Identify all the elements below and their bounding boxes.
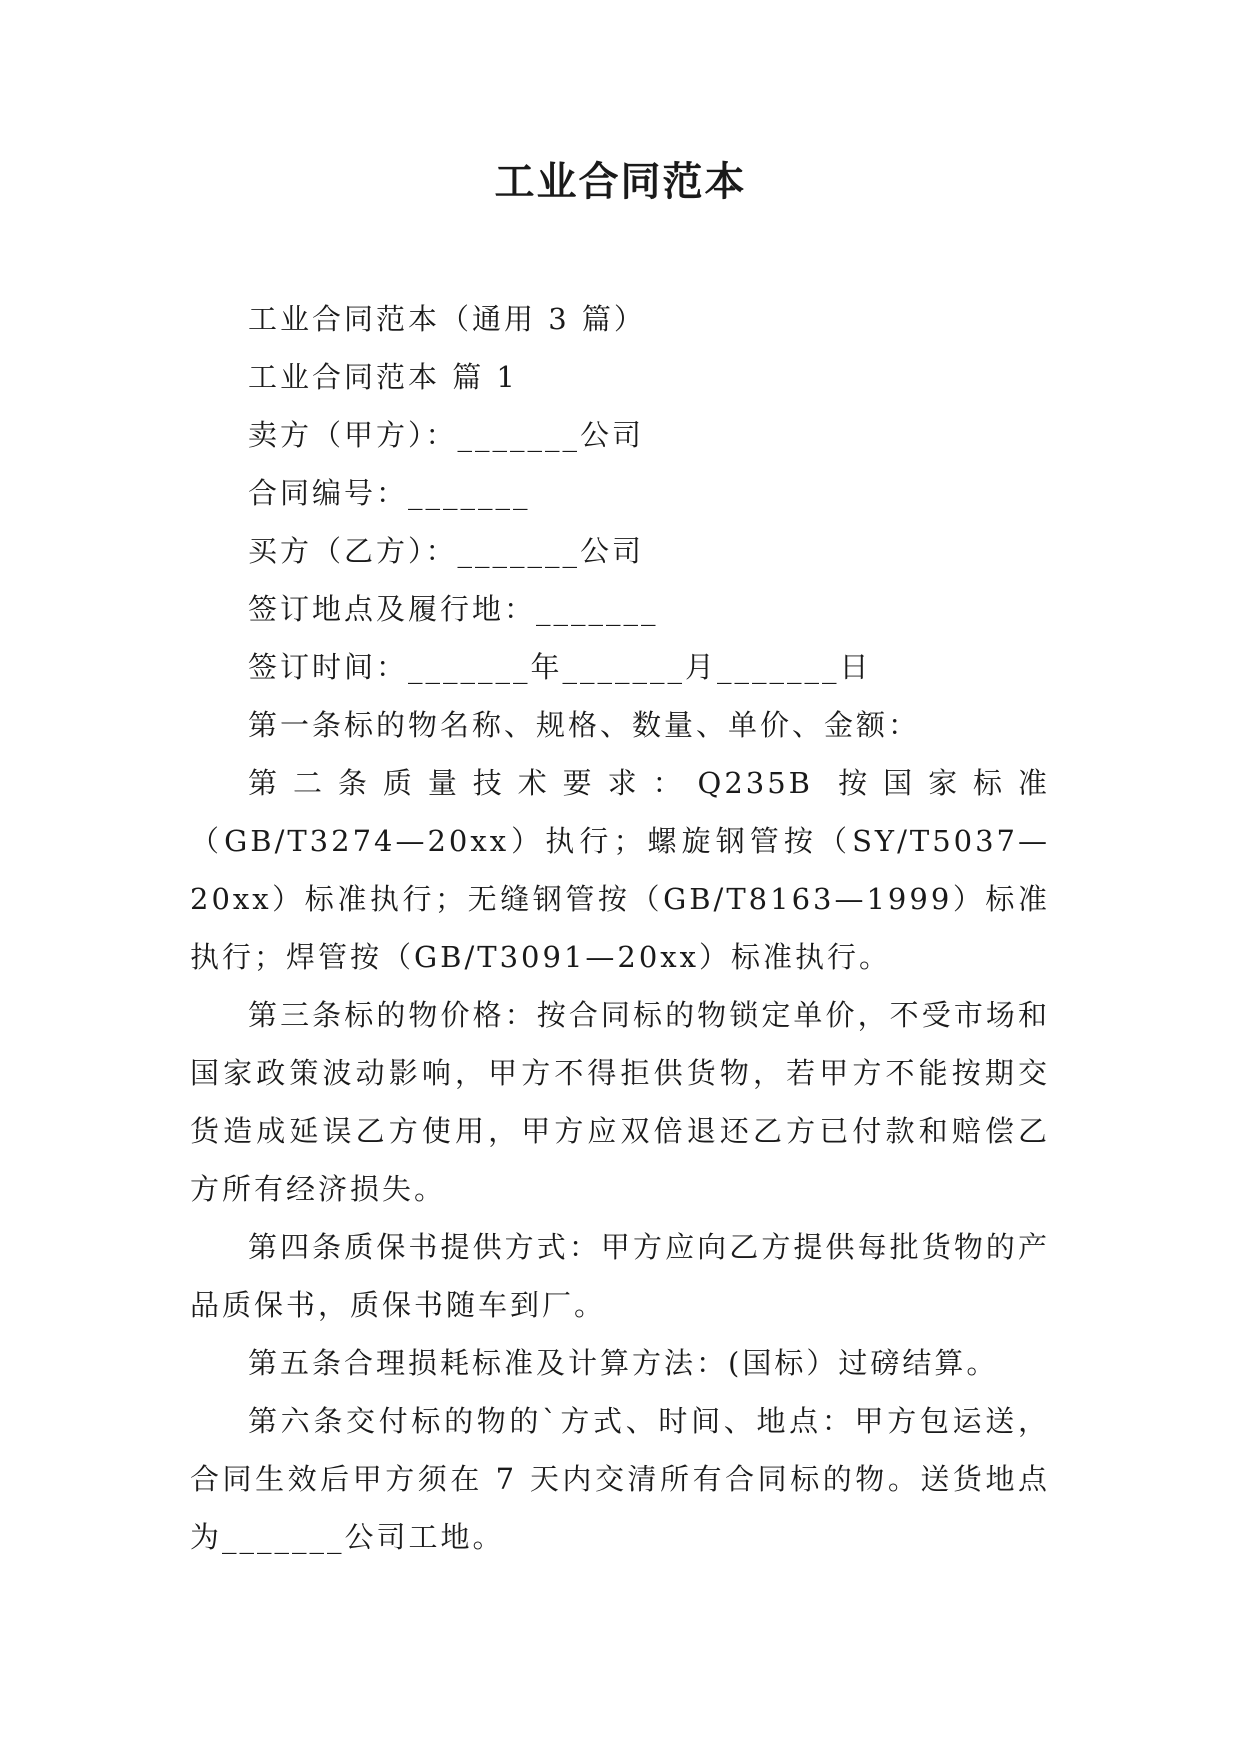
paragraph-article-6: 第六条交付标的物的`方式、时间、地点：甲方包运送，合同生效后甲方须在 7 天内交清所有合同标的物。送货地点为_______公司工地。 — [190, 1404, 1050, 1554]
paragraph-seller: 卖方（甲方）：_______公司 — [248, 418, 645, 452]
paragraph-signing-date: 签订时间：_______年_______月_______日 — [248, 650, 872, 684]
paragraph-subtitle: 工业合同范本（通用 3 篇） — [248, 302, 646, 336]
paragraph-article-1: 第一条标的物名称、规格、数量、单价、金额： — [248, 708, 921, 742]
paragraph-article-5: 第五条合理损耗标准及计算方法：(国标）过磅结算。 — [248, 1346, 999, 1380]
paragraph-signing-place: 签订地点及履行地：_______ — [248, 592, 659, 626]
document-body — [190, 290, 1050, 1566]
document-title: 工业合同范本 — [494, 158, 747, 205]
paragraph-part-heading: 工业合同范本 篇 1 — [248, 360, 518, 394]
paragraph-article-3: 第三条标的物价格：按合同标的物锁定单价，不受市场和国家政策波动影响，甲方不得拒供货物，若甲方不能按期交货造成延误乙方使用，甲方应双倍退还乙方已付款和赔偿乙方所有经济损失。 — [190, 998, 1050, 1206]
paragraph-contract-number: 合同编号：_______ — [248, 476, 531, 510]
paragraph-article-4: 第四条质保书提供方式：甲方应向乙方提供每批货物的产品质保书，质保书随车到厂。 — [190, 1230, 1050, 1322]
paragraph-article-2: 第二条质量技术要求：Q235B 按国家标准（GB/T3274—20xx）执行；螺旋钢管按（SY/T5037—20xx）标准执行；无缝钢管按（GB/T8163—1999）标准执行；焊管按（GB/T3091—20xx）标准执行。 — [190, 766, 1050, 974]
paragraph-buyer: 买方（乙方）：_______公司 — [248, 534, 645, 568]
